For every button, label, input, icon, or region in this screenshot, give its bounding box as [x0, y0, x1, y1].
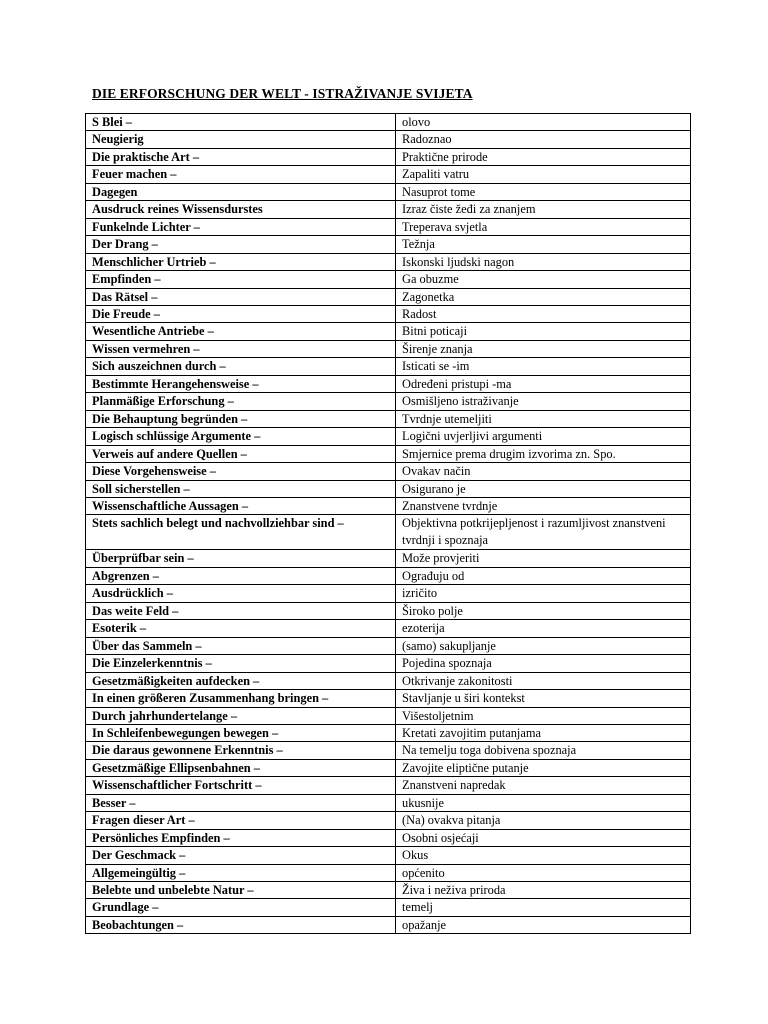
- croatian-translation-cell: Treperava svjetla: [396, 218, 691, 235]
- table-row: [86, 585, 691, 602]
- table-row: [86, 497, 691, 514]
- german-term-cell: Die Behauptung begründen –: [86, 410, 396, 427]
- table-row: [86, 201, 691, 218]
- table-row: [86, 742, 691, 759]
- table-row: [86, 305, 691, 322]
- table-row: [86, 882, 691, 899]
- croatian-translation-cell: Širenje znanja: [396, 340, 691, 357]
- table-row: [86, 166, 691, 183]
- german-term-cell: Persönliches Empfinden –: [86, 829, 396, 846]
- german-term-cell: Der Geschmack –: [86, 847, 396, 864]
- german-term-cell: Empfinden –: [86, 271, 396, 288]
- table-row: [86, 899, 691, 916]
- table-row: [86, 393, 691, 410]
- table-row: [86, 620, 691, 637]
- german-term-cell: Neugierig: [86, 131, 396, 148]
- table-row: [86, 323, 691, 340]
- table-row: [86, 655, 691, 672]
- table-row: [86, 288, 691, 305]
- german-term-cell: Stets sachlich belegt und nachvollziehbar sind –: [86, 515, 396, 550]
- german-term-cell: Allgemeingültig –: [86, 864, 396, 881]
- table-row: [86, 550, 691, 567]
- table-row: [86, 602, 691, 619]
- german-term-cell: Logisch schlüssige Argumente –: [86, 428, 396, 445]
- german-term-cell: Wissen vermehren –: [86, 340, 396, 357]
- german-term-cell: Belebte und unbelebte Natur –: [86, 882, 396, 899]
- croatian-translation-cell: (Na) ovakva pitanja: [396, 812, 691, 829]
- croatian-translation-cell: Bitni poticaji: [396, 323, 691, 340]
- table-row: [86, 358, 691, 375]
- german-term-cell: Grundlage –: [86, 899, 396, 916]
- croatian-translation-cell: Zapaliti vatru: [396, 166, 691, 183]
- croatian-translation-cell: Otkrivanje zakonitosti: [396, 672, 691, 689]
- table-row: [86, 114, 691, 131]
- german-term-cell: Fragen dieser Art –: [86, 812, 396, 829]
- table-row: [86, 463, 691, 480]
- german-term-cell: Wissenschaftliche Aussagen –: [86, 497, 396, 514]
- german-term-cell: Die Einzelerkenntnis –: [86, 655, 396, 672]
- table-row: [86, 410, 691, 427]
- croatian-translation-cell: temelj: [396, 899, 691, 916]
- croatian-translation-cell: Radost: [396, 305, 691, 322]
- croatian-translation-cell: Logični uvjerljivi argumenti: [396, 428, 691, 445]
- table-row: [86, 515, 691, 550]
- german-term-cell: Beobachtungen –: [86, 916, 396, 933]
- croatian-translation-cell: Tvrdnje utemeljiti: [396, 410, 691, 427]
- german-term-cell: Über das Sammeln –: [86, 637, 396, 654]
- croatian-translation-cell: Zavojite eliptične putanje: [396, 759, 691, 776]
- croatian-translation-cell: (samo) sakupljanje: [396, 637, 691, 654]
- vocabulary-table-body: [86, 114, 691, 934]
- german-term-cell: Feuer machen –: [86, 166, 396, 183]
- croatian-translation-cell: Ga obuzme: [396, 271, 691, 288]
- croatian-translation-cell: Ovakav način: [396, 463, 691, 480]
- croatian-translation-cell: Može provjeriti: [396, 550, 691, 567]
- croatian-translation-cell: Na temelju toga dobivena spoznaja: [396, 742, 691, 759]
- croatian-translation-cell: Pojedina spoznaja: [396, 655, 691, 672]
- table-row: [86, 707, 691, 724]
- table-row: [86, 812, 691, 829]
- table-row: [86, 759, 691, 776]
- german-term-cell: S Blei –: [86, 114, 396, 131]
- german-term-cell: Sich auszeichnen durch –: [86, 358, 396, 375]
- german-term-cell: Besser –: [86, 794, 396, 811]
- croatian-translation-cell: opažanje: [396, 916, 691, 933]
- german-term-cell: Dagegen: [86, 183, 396, 200]
- table-row: [86, 183, 691, 200]
- table-row: [86, 916, 691, 933]
- german-term-cell: Abgrenzen –: [86, 567, 396, 584]
- german-term-cell: Funkelnde Lichter –: [86, 218, 396, 235]
- table-row: [86, 567, 691, 584]
- table-row: [86, 864, 691, 881]
- table-row: [86, 253, 691, 270]
- croatian-translation-cell: Objektivna potkrijepljenost i razumljivost znanstveni tvrdnji i spoznaja: [396, 515, 691, 550]
- croatian-translation-cell: ezoterija: [396, 620, 691, 637]
- croatian-translation-cell: Zagonetka: [396, 288, 691, 305]
- croatian-translation-cell: Izraz čiste žeđi za znanjem: [396, 201, 691, 218]
- croatian-translation-cell: Osmišljeno istraživanje: [396, 393, 691, 410]
- german-term-cell: In einen größeren Zusammenhang bringen –: [86, 690, 396, 707]
- table-row: [86, 847, 691, 864]
- table-row: [86, 777, 691, 794]
- table-row: [86, 445, 691, 462]
- table-row: [86, 480, 691, 497]
- croatian-translation-cell: Široko polje: [396, 602, 691, 619]
- german-term-cell: Überprüfbar sein –: [86, 550, 396, 567]
- croatian-translation-cell: Znanstvene tvrdnje: [396, 497, 691, 514]
- table-row: [86, 672, 691, 689]
- croatian-translation-cell: Stavljanje u širi kontekst: [396, 690, 691, 707]
- german-term-cell: Der Drang –: [86, 236, 396, 253]
- croatian-translation-cell: Kretati zavojitim putanjama: [396, 724, 691, 741]
- croatian-translation-cell: Težnja: [396, 236, 691, 253]
- german-term-cell: Menschlicher Urtrieb –: [86, 253, 396, 270]
- croatian-translation-cell: Određeni pristupi -ma: [396, 375, 691, 392]
- table-row: [86, 637, 691, 654]
- croatian-translation-cell: Smjernice prema drugim izvorima zn. Spo.: [396, 445, 691, 462]
- german-term-cell: Gesetzmäßige Ellipsenbahnen –: [86, 759, 396, 776]
- croatian-translation-cell: Iskonski ljudski nagon: [396, 253, 691, 270]
- table-row: [86, 428, 691, 445]
- german-term-cell: Ausdrücklich –: [86, 585, 396, 602]
- croatian-translation-cell: olovo: [396, 114, 691, 131]
- table-row: [86, 271, 691, 288]
- table-row: [86, 794, 691, 811]
- german-term-cell: Bestimmte Herangehensweise –: [86, 375, 396, 392]
- german-term-cell: Die daraus gewonnene Erkenntnis –: [86, 742, 396, 759]
- german-term-cell: Ausdruck reines Wissensdurstes: [86, 201, 396, 218]
- german-term-cell: Verweis auf andere Quellen –: [86, 445, 396, 462]
- german-term-cell: Esoterik –: [86, 620, 396, 637]
- table-row: [86, 340, 691, 357]
- table-row: [86, 375, 691, 392]
- croatian-translation-cell: Praktične prirode: [396, 148, 691, 165]
- croatian-translation-cell: Okus: [396, 847, 691, 864]
- german-term-cell: In Schleifenbewegungen bewegen –: [86, 724, 396, 741]
- german-term-cell: Diese Vorgehensweise –: [86, 463, 396, 480]
- croatian-translation-cell: Nasuprot tome: [396, 183, 691, 200]
- croatian-translation-cell: Živa i neživa priroda: [396, 882, 691, 899]
- german-term-cell: Die praktische Art –: [86, 148, 396, 165]
- table-row: [86, 724, 691, 741]
- croatian-translation-cell: Ograđuju od: [396, 567, 691, 584]
- german-term-cell: Planmäßige Erforschung –: [86, 393, 396, 410]
- german-term-cell: Das Rätsel –: [86, 288, 396, 305]
- german-term-cell: Durch jahrhundertelange –: [86, 707, 396, 724]
- table-row: [86, 148, 691, 165]
- croatian-translation-cell: Višestoljetnim: [396, 707, 691, 724]
- croatian-translation-cell: izričito: [396, 585, 691, 602]
- table-row: [86, 236, 691, 253]
- table-row: [86, 690, 691, 707]
- croatian-translation-cell: Radoznao: [396, 131, 691, 148]
- croatian-translation-cell: Znanstveni napredak: [396, 777, 691, 794]
- croatian-translation-cell: ukusnije: [396, 794, 691, 811]
- german-term-cell: Soll sicherstellen –: [86, 480, 396, 497]
- vocabulary-table: [85, 113, 691, 934]
- german-term-cell: Das weite Feld –: [86, 602, 396, 619]
- croatian-translation-cell: Osigurano je: [396, 480, 691, 497]
- croatian-translation-cell: Osobni osjećaji: [396, 829, 691, 846]
- table-row: [86, 218, 691, 235]
- table-row: [86, 829, 691, 846]
- german-term-cell: Gesetzmäßigkeiten aufdecken –: [86, 672, 396, 689]
- german-term-cell: Wesentliche Antriebe –: [86, 323, 396, 340]
- page-title: DIE ERFORSCHUNG DER WELT - ISTRAŽIVANJE SVIJETA: [92, 86, 473, 101]
- german-term-cell: Wissenschaftlicher Fortschritt –: [86, 777, 396, 794]
- croatian-translation-cell: Isticati se -im: [396, 358, 691, 375]
- table-row: [86, 131, 691, 148]
- croatian-translation-cell: općenito: [396, 864, 691, 881]
- german-term-cell: Die Freude –: [86, 305, 396, 322]
